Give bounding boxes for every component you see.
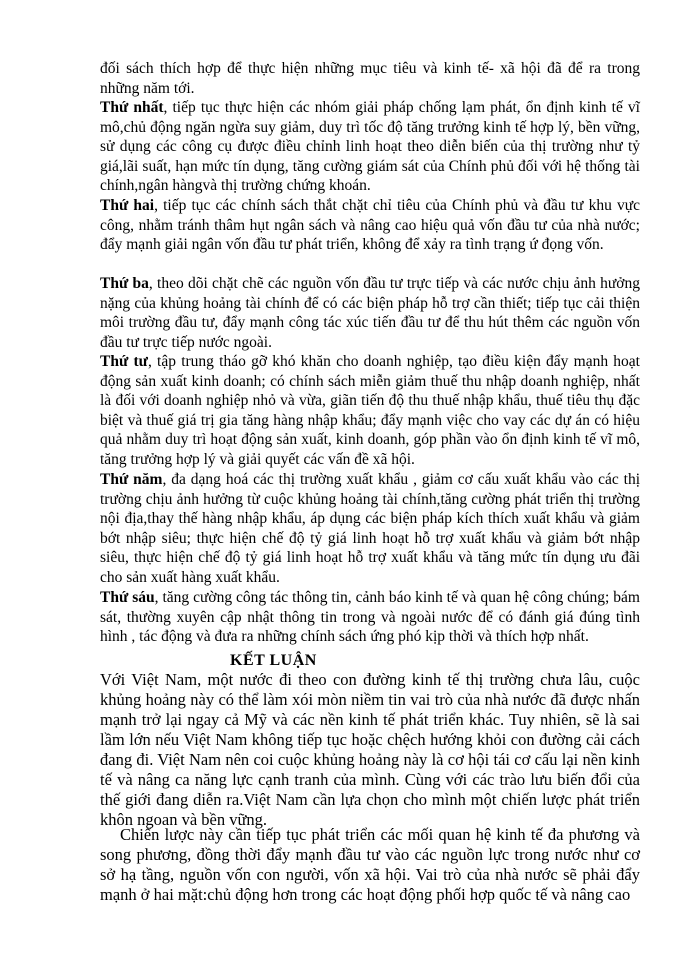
paragraph-body: , tăng cường công tác thông tin, cảnh báo kinh tế và quan hệ công chúng; bám sát, thường xuyên cập nhật thông tin trong và ngoài nước để có đánh giá đúng tình hình , tác động và đưa ra những chính sách ứng phó kịp thời và thích hợp nhất. xyxy=(100,589,640,646)
paragraph-body: , theo dõi chặt chẽ các nguồn vốn đầu tư trực tiếp và các nước chịu ảnh hưởng nặng của khủng hoảng tài chính để có các biện pháp hỗ trợ cần thiết; tiếp tục cải thiện môi trường đầu tư, đẩy mạnh công tác xúc tiến đầu tư để thu hút thêm các nguồn vốn đầu tư trực tiếp nước ngoài. xyxy=(100,275,640,351)
paragraph-lead: Thứ năm xyxy=(100,471,163,488)
paragraph-lead: Thứ tư xyxy=(100,353,148,370)
paragraph-thu-nam xyxy=(100,470,640,588)
paragraph-thu-nhat xyxy=(100,98,640,196)
paragraph-body: , tập trung tháo gỡ khó khăn cho doanh nghiệp, tạo điều kiện đẩy mạnh hoạt động sản xuất kinh doanh; có chính sách miễn giảm thuế thu nhập doanh nghiệp, nhất là đối với doanh nghiệp nhỏ và vừa, giãn tiến độ thu thuế nhập khẩu, thuế tiêu thụ đặc biệt và thuế giá trị gia tăng hàng nhập khẩu; đẩy mạnh việc cho vay các dự án có hiệu quả nhằm duy trì hoạt động sản xuất, kinh doanh, góp phần vào ổn định kinh tế vĩ mô, tăng trưởng hợp lý và giải quyết các vấn đề xã hội. xyxy=(100,353,640,468)
paragraph-lead: Thứ nhất xyxy=(100,99,164,116)
conclusion-paragraph-1: Với Việt Nam, một nước đi theo con đường kinh tế thị trường chưa lâu, cuộc khủng hoảng này có thể làm xói mòn niềm tin vai trò của nhà nước đã được nhấn mạnh trở lại ngay cả Mỹ và các nền kinh tế phát triển khác. Tuy nhiên, sẽ là sai lầm lớn nếu Việt Nam không tiếp tục hoặc chệch hướng khỏi con đường cải cách đang đi. Việt Nam nên coi cuộc khủng hoảng này là cơ hội tái cơ cấu lại nền kinh tế và nâng ca năng lực cạnh tranh của mình. Cùng với các trào lưu biến đổi của thế giới đang diễn ra.Việt Nam cần lựa chọn cho mình một chiến lược phát triển khôn ngoan và bền vững. xyxy=(100,670,640,829)
paragraph-body: , đa dạng hoá các thị trường xuất khẩu , giảm cơ cấu xuất khẩu vào các thị trường chịu ảnh hưởng từ cuộc khủng hoảng tài chính,tăng cường phát triển thị trường nội địa,thay thế hàng nhập khẩu, áp dụng các biện pháp kích thích xuất khẩu và giảm bớt nhập siêu; thực hiện chế độ tỷ giá linh hoạt hỗ trợ xuất khẩu và giảm bớt nhập siêu, thực hiện chế độ tỷ giá linh hoạt hỗ trợ xuất khẩu và tăng mức tín dụng ưu đãi cho sản xuất hàng xuất khẩu. xyxy=(100,471,641,586)
paragraph-lead: Thứ hai xyxy=(100,197,155,214)
intro-paragraph: đối sách thích hợp để thực hiện những mục tiêu và kinh tế- xã hội đã để ra trong những năm tới. xyxy=(100,60,640,97)
paragraph-thu-ba xyxy=(100,274,640,352)
paragraph-lead: Thứ sáu xyxy=(100,589,155,606)
paragraph-lead: Thứ ba xyxy=(100,275,149,292)
paragraph-thu-sau xyxy=(100,588,640,647)
paragraph-thu-hai xyxy=(100,196,640,255)
paragraph-body: , tiếp tục thực hiện các nhóm giải pháp chống lạm phát, ổn định kinh tế vĩ mô,chủ động ngăn ngừa suy giảm, duy trì tốc độ tăng trưởng kinh tế hợp lý, bền vững, sử dụng các công cụ được điều chỉnh linh hoạt theo diễn biến của thị trường như tỷ giá,lãi suất, hạn mức tín dụng, tăng cường giám sát của Chính phủ đối với hệ thống tài chính,ngân hàngvà thị trường chứng khoán. xyxy=(100,99,640,195)
conclusion-paragraph-2: Chiến lược này cần tiếp tục phát triển các mối quan hệ kinh tế đa phương và song phương, đồng thời đẩy mạnh đầu tư vào các nguồn lực trong nước như cơ sở hạ tầng, nguồn vốn con người, vốn xã hội. Vai trò của nhà nước sẽ phải đẩy mạnh ở hai mặt:chủ động hơn trong các hoạt động phối hợp quốc tế và nâng cao xyxy=(100,825,640,904)
paragraph-body: , tiếp tục các chính sách thắt chặt chỉ tiêu của Chính phủ và đầu tư khu vực công, nhằm tránh thâm hụt ngân sách và nâng cao hiệu quả vốn đầu tư của nhà nước; đẩy mạnh giải ngân vốn đầu tư phát triển, không để xảy ra tình trạng ứ đọng vốn. xyxy=(100,197,640,254)
paragraph-thu-tu xyxy=(100,352,640,470)
conclusion-heading: KẾT LUẬN xyxy=(230,652,317,669)
